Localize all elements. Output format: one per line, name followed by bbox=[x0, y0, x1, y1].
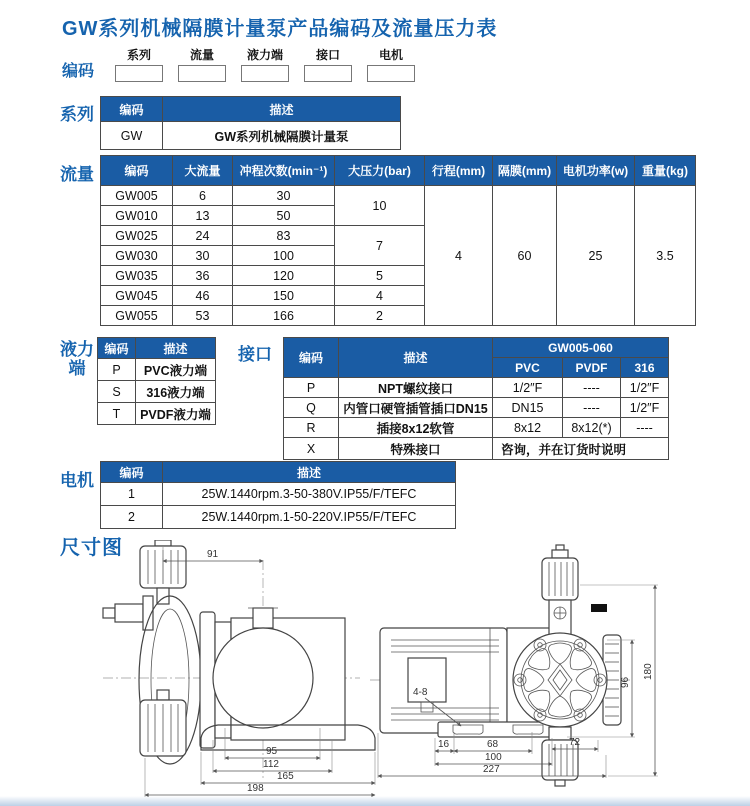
flow-table bbox=[100, 155, 696, 326]
table-row bbox=[98, 403, 216, 425]
table-row bbox=[284, 418, 669, 438]
flow-stroke-mm: 4 bbox=[425, 186, 493, 326]
series-desc: GW系列机械隔膜计量泵 bbox=[163, 122, 401, 150]
table-row bbox=[284, 378, 669, 398]
flow-maxflow: 24 bbox=[173, 226, 233, 246]
hydraulic-col-code: 编码 bbox=[98, 338, 136, 359]
series-table bbox=[100, 96, 401, 150]
hydraulic-label bbox=[57, 340, 97, 378]
interface-sub-316: 316 bbox=[621, 358, 669, 378]
motor-col-desc: 描述 bbox=[163, 462, 456, 483]
table-row bbox=[284, 398, 669, 418]
interface-desc: 内管口硬管插管插口DN15 bbox=[339, 398, 493, 418]
table-row bbox=[98, 359, 216, 381]
flow-header: 隔膜(mm) bbox=[493, 156, 557, 186]
hydraulic-label-line2: 端 bbox=[68, 359, 86, 378]
motor-desc: 25W.1440rpm.3-50-380V.IP55/F/TEFC bbox=[163, 483, 456, 506]
flow-strokes: 150 bbox=[233, 286, 335, 306]
table-row bbox=[284, 438, 669, 460]
coding-slot-series bbox=[115, 46, 163, 82]
interface-pvc: 8x12 bbox=[493, 418, 563, 438]
dim-right-180: 180 bbox=[643, 663, 654, 680]
flow-pressure-group: 7 bbox=[335, 226, 425, 266]
flow-maxflow: 46 bbox=[173, 286, 233, 306]
dim-right-96: 96 bbox=[620, 676, 631, 688]
dim-right-68: 68 bbox=[487, 739, 499, 750]
flow-header: 电机功率(w) bbox=[557, 156, 635, 186]
motor-label: 电机 bbox=[60, 471, 94, 490]
coding-section bbox=[62, 46, 415, 82]
dim-left-95: 95 bbox=[266, 746, 278, 757]
page-title: GW系列机械隔膜计量泵产品编码及流量压力表 bbox=[62, 18, 498, 40]
interface-pvc: 1/2″F bbox=[493, 378, 563, 398]
coding-slot-box bbox=[241, 65, 289, 82]
table-row bbox=[101, 122, 401, 150]
interface-col-desc: 描述 bbox=[339, 338, 493, 378]
motor-code: 1 bbox=[101, 483, 163, 506]
flow-header: 大压力(bar) bbox=[335, 156, 425, 186]
flow-motor-power: 25 bbox=[557, 186, 635, 326]
coding-slot-label: 接口 bbox=[316, 48, 341, 62]
flow-header: 大流量 bbox=[173, 156, 233, 186]
hydraulic-code: T bbox=[98, 403, 136, 425]
pump-front-view bbox=[370, 545, 658, 786]
coding-slot-box bbox=[367, 65, 415, 82]
flow-maxflow: 30 bbox=[173, 246, 233, 266]
coding-slot-flow bbox=[178, 46, 226, 82]
coding-slot-label: 系列 bbox=[127, 48, 152, 62]
dim-right-holes: 4-8 bbox=[413, 687, 428, 698]
flow-code: GW035 bbox=[101, 266, 173, 286]
coding-slot-box bbox=[115, 65, 163, 82]
interface-group-header: GW005-060 bbox=[493, 338, 669, 358]
flow-pressure-group: 4 bbox=[335, 286, 425, 306]
flow-strokes: 120 bbox=[233, 266, 335, 286]
flow-code: GW045 bbox=[101, 286, 173, 306]
flow-pressure-group: 5 bbox=[335, 266, 425, 286]
dim-left-165: 165 bbox=[277, 771, 294, 782]
pump-side-view bbox=[103, 540, 375, 797]
flow-code: GW005 bbox=[101, 186, 173, 206]
hydraulic-table bbox=[97, 337, 216, 425]
motor-col-code: 编码 bbox=[101, 462, 163, 483]
interface-code: R bbox=[284, 418, 339, 438]
flow-strokes: 30 bbox=[233, 186, 335, 206]
hydraulic-code: P bbox=[98, 359, 136, 381]
interface-table bbox=[283, 337, 669, 460]
hydraulic-label-line1: 液力 bbox=[60, 340, 94, 359]
series-col-code: 编码 bbox=[101, 97, 163, 122]
interface-desc: NPT螺纹接口 bbox=[339, 378, 493, 398]
flow-pressure-group: 10 bbox=[335, 186, 425, 226]
interface-code: Q bbox=[284, 398, 339, 418]
interface-pvdf: ---- bbox=[563, 398, 621, 418]
flow-label: 流量 bbox=[60, 165, 94, 184]
flow-strokes: 50 bbox=[233, 206, 335, 226]
interface-desc: 特殊接口 bbox=[339, 438, 493, 460]
flow-strokes: 83 bbox=[233, 226, 335, 246]
interface-desc: 插接8x12软管 bbox=[339, 418, 493, 438]
coding-slot-box bbox=[304, 65, 352, 82]
hydraulic-desc: PVDF液力端 bbox=[136, 403, 216, 425]
interface-label: 接口 bbox=[238, 345, 272, 364]
motor-table bbox=[100, 461, 456, 529]
flow-header: 编码 bbox=[101, 156, 173, 186]
interface-316: ---- bbox=[621, 418, 669, 438]
interface-pvdf: 8x12(*) bbox=[563, 418, 621, 438]
coding-slot-label: 流量 bbox=[190, 48, 215, 62]
flow-header: 重量(kg) bbox=[635, 156, 696, 186]
flow-pressure-group: 2 bbox=[335, 306, 425, 326]
dim-right-227: 227 bbox=[483, 764, 500, 775]
dim-left-top: 91 bbox=[207, 549, 219, 560]
flow-header: 行程(mm) bbox=[425, 156, 493, 186]
interface-316: 1/2″F bbox=[621, 378, 669, 398]
flow-strokes: 166 bbox=[233, 306, 335, 326]
flow-code: GW025 bbox=[101, 226, 173, 246]
table-row bbox=[98, 381, 216, 403]
coding-slot-hydraulic-end bbox=[241, 46, 289, 82]
coding-slot-interface bbox=[304, 46, 352, 82]
coding-slot-label: 电机 bbox=[379, 48, 404, 62]
table-row bbox=[101, 506, 456, 529]
hydraulic-desc: 316液力端 bbox=[136, 381, 216, 403]
pump-dimension-drawing bbox=[55, 540, 745, 802]
flow-code: GW055 bbox=[101, 306, 173, 326]
table-row bbox=[101, 186, 696, 206]
flow-weight: 3.5 bbox=[635, 186, 696, 326]
motor-code: 2 bbox=[101, 506, 163, 529]
flow-code: GW030 bbox=[101, 246, 173, 266]
coding-slot-box bbox=[178, 65, 226, 82]
interface-sub-pvc: PVC bbox=[493, 358, 563, 378]
flow-maxflow: 36 bbox=[173, 266, 233, 286]
coding-label: 编码 bbox=[62, 63, 95, 80]
flow-maxflow: 53 bbox=[173, 306, 233, 326]
table-row bbox=[101, 483, 456, 506]
vent-tab bbox=[591, 604, 607, 612]
interface-special-note: 咨询，并在订货时说明 bbox=[493, 438, 669, 460]
dim-left-112: 112 bbox=[263, 759, 279, 770]
series-col-desc: 描述 bbox=[163, 97, 401, 122]
interface-316: 1/2″F bbox=[621, 398, 669, 418]
flow-strokes: 100 bbox=[233, 246, 335, 266]
hydraulic-col-desc: 描述 bbox=[136, 338, 216, 359]
coding-slot-label: 液力端 bbox=[247, 48, 284, 62]
hydraulic-code: S bbox=[98, 381, 136, 403]
flow-code: GW010 bbox=[101, 206, 173, 226]
interface-pvc: DN15 bbox=[493, 398, 563, 418]
dim-left-198: 198 bbox=[247, 783, 264, 794]
dim-right-100: 100 bbox=[485, 752, 502, 763]
interface-code: X bbox=[284, 438, 339, 460]
dimension-drawing-label: 尺寸图 bbox=[60, 537, 123, 559]
dim-right-72: 72 bbox=[569, 737, 581, 748]
coding-slot-motor bbox=[367, 46, 415, 82]
flow-maxflow: 13 bbox=[173, 206, 233, 226]
motor-desc: 25W.1440rpm.1-50-220V.IP55/F/TEFC bbox=[163, 506, 456, 529]
series-label: 系列 bbox=[60, 105, 94, 124]
interface-sub-pvdf: PVDF bbox=[563, 358, 621, 378]
page-bottom-gradient bbox=[0, 796, 750, 806]
hydraulic-desc: PVC液力端 bbox=[136, 359, 216, 381]
flow-header: 冲程次数(min⁻¹) bbox=[233, 156, 335, 186]
interface-pvdf: ---- bbox=[563, 378, 621, 398]
dim-right-16: 16 bbox=[438, 739, 450, 750]
series-code: GW bbox=[101, 122, 163, 150]
flow-maxflow: 6 bbox=[173, 186, 233, 206]
interface-col-code: 编码 bbox=[284, 338, 339, 378]
flow-diaphragm-mm: 60 bbox=[493, 186, 557, 326]
interface-code: P bbox=[284, 378, 339, 398]
